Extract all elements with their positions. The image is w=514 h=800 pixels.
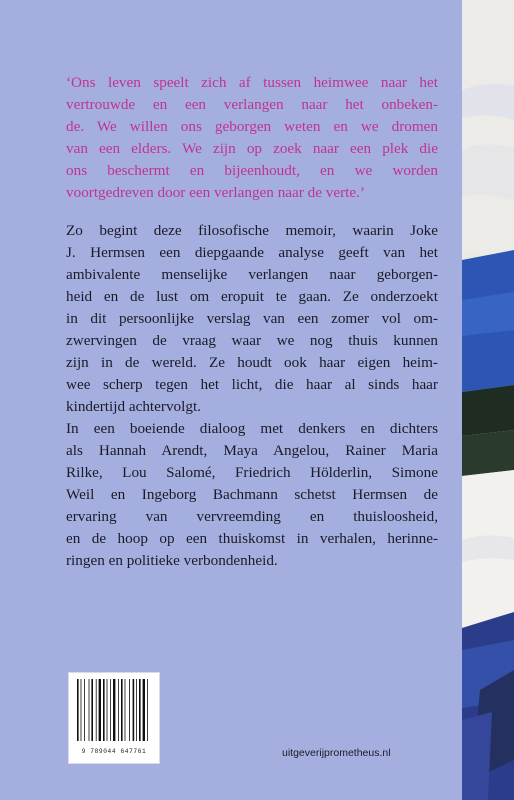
isbn-barcode	[68, 672, 160, 764]
paragraph-line: Weil en Ingeborg Bachmann schetst Hermsen de	[66, 486, 438, 503]
barcode-icon	[75, 679, 153, 745]
isbn-number: 9 789044 647761	[81, 748, 147, 755]
quote-line: vertrouwde en een verlangen naar het onbeken-	[66, 96, 438, 113]
paragraph-line: J. Hermsen een diepgaande analyse geeft van het	[66, 244, 438, 261]
quote-line: voortgedreven door een verlangen naar de verte.’	[66, 184, 365, 201]
description-paragraph-1	[66, 220, 438, 418]
painted-landscape-art	[462, 0, 514, 800]
paragraph-line: als Hannah Arendt, Maya Angelou, Rainer Maria	[66, 442, 438, 459]
quote-line: de. We willen ons geborgen weten en we dromen	[66, 118, 438, 135]
opening-quote	[66, 72, 438, 204]
paragraph-line: ervaring van vervreemding en thuisloosheid,	[66, 508, 438, 525]
quote-line: ons beschermt en bijeenhoudt, en we worden	[66, 162, 438, 179]
paragraph-line: heid en de lust om eropuit te gaan. Ze onderzoekt	[66, 288, 438, 305]
paragraph-line: in dit persoonlijke verslag van een zomer vol om-	[66, 310, 438, 327]
paragraph-line: zijn in de wereld. Ze houdt ook haar eigen heim-	[66, 354, 438, 371]
description-paragraph-2	[66, 418, 438, 572]
paragraph-line: In een boeiende dialoog met denkers en dichters	[66, 420, 438, 437]
paragraph-line: ambivalente menselijke verlangen naar geborgen-	[66, 266, 438, 283]
quote-line: ‘Ons leven speelt zich af tussen heimwee naar het	[66, 74, 438, 91]
paragraph-line: kindertijd achtervolgt.	[66, 398, 201, 415]
quote-line: van een elders. We zijn op zoek naar een plek die	[66, 140, 438, 157]
paragraph-line: ringen en politieke verbondenheid.	[66, 552, 278, 569]
paragraph-line: en de hoop op een thuiskomst in verhalen, herinne-	[66, 530, 438, 547]
paragraph-line: wee scherp tegen het licht, die haar al sinds haar	[66, 376, 438, 393]
paragraph-line: Zo begint deze filosofische memoir, waarin Joke	[66, 222, 438, 239]
paragraph-line: Rilke, Lou Salomé, Friedrich Hölderlin, Simone	[66, 464, 438, 481]
publisher-url: uitgeverijprometheus.nl	[282, 747, 391, 759]
paragraph-line: zwervingen de vraag waar we nog thuis kunnen	[66, 332, 438, 349]
